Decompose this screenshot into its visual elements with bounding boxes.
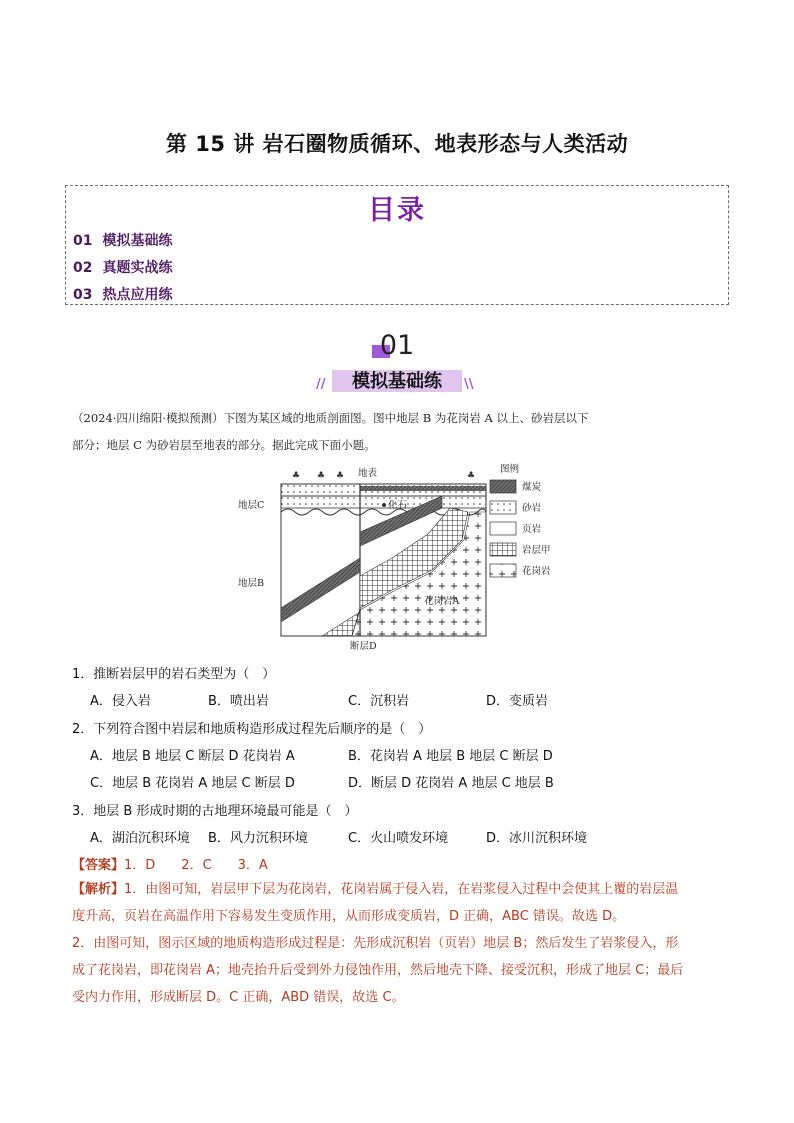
question-3-option-d[interactable]: D．冰川沉积环境 xyxy=(486,831,588,846)
banner-slash-right-icon: \\ xyxy=(464,377,474,392)
answer-line xyxy=(72,854,268,873)
coal-band xyxy=(360,486,486,491)
analysis-p1-line-2: 度升高，页岩在高温作用下容易发生变质作用，从而形成变质岩，D 正确，ABC 错误。故选 D。 xyxy=(72,909,626,924)
intro-line-1: （2024·四川绵阳·模拟预测）下图为某区域的地质剖面图。图中地层 B 为花岗岩 A 以上、砂岩层以下 xyxy=(72,411,589,425)
page-title: 第 15 讲 岩石圈物质循环、地表形态与人类活动 xyxy=(165,132,629,156)
label-layer-c: 地层C xyxy=(238,500,265,511)
question-1-option-c[interactable]: C．沉积岩 xyxy=(348,694,410,709)
banner-slash-left-icon: // xyxy=(316,377,326,392)
legend-swatch-sandstone xyxy=(490,501,516,514)
tree-icon: ♣ xyxy=(292,471,301,481)
answer-tag: 【答案】 xyxy=(72,858,125,873)
tree-icon: ♣ xyxy=(336,471,345,481)
label-layer-b: 地层B xyxy=(238,578,264,589)
geologic-cross-section-figure xyxy=(232,460,572,655)
question-2-option-c[interactable]: C．地层 B 花岗岩 A 地层 C 断层 D xyxy=(90,776,295,791)
toc-item-number: 02 xyxy=(73,260,93,276)
label-surface: 地表 xyxy=(358,468,378,479)
legend-swatch-granite xyxy=(490,564,516,577)
legend-title: 图例 xyxy=(500,464,520,475)
question-3-option-a[interactable]: A．湖泊沉积环境 xyxy=(90,831,190,846)
section-number: 01 xyxy=(379,330,415,361)
table-of-contents xyxy=(65,185,729,305)
analysis-p2-line-3: 受内力作用，形成断层 D。C 正确，ABD 错误，故选 C。 xyxy=(72,990,405,1005)
question-3-option-c[interactable]: C．火山喷发环境 xyxy=(348,831,449,846)
toc-item-number: 01 xyxy=(73,233,93,249)
analysis-tag: 【解析】 xyxy=(72,882,125,897)
tree-icon: ♣ xyxy=(467,471,476,481)
legend-label-rock-jia: 岩层甲 xyxy=(522,545,551,556)
toc-item-label: 真题实战练 xyxy=(102,260,173,276)
question-2-option-a[interactable]: A．地层 B 地层 C 断层 D 花岗岩 A xyxy=(90,749,295,764)
question-1-stem: 1．推断岩层甲的岩石类型为（ ） xyxy=(72,667,276,682)
question-3-stem: 3．地层 B 形成时期的古地理环境最可能是（ ） xyxy=(72,804,358,819)
toc-item-number: 03 xyxy=(73,287,93,303)
analysis-text: 1．由图可知，岩层甲下层为花岗岩，花岗岩属于侵入岩，在岩浆侵入过程中会使其上覆的岩层温 xyxy=(124,882,679,897)
answer-text: 1．D 2．C 3．A xyxy=(124,858,268,873)
legend-label-sandstone: 砂岩 xyxy=(522,503,542,514)
toc-item-3[interactable] xyxy=(73,284,172,304)
section-banner xyxy=(316,367,474,393)
label-granite-a: 花岗岩A xyxy=(424,596,460,607)
tree-icon: ♣ xyxy=(317,471,326,481)
legend-label-coal: 煤炭 xyxy=(522,482,542,493)
section-title: 模拟基础练 xyxy=(352,371,442,392)
question-2-option-b[interactable]: B．花岗岩 A 地层 B 地层 C 断层 D xyxy=(348,749,553,764)
question-3-option-b[interactable]: B．风力沉积环境 xyxy=(208,831,308,846)
question-1-option-d[interactable]: D．变质岩 xyxy=(486,694,549,709)
legend-swatch-coal xyxy=(490,480,516,493)
toc-item-2[interactable] xyxy=(73,257,172,277)
legend-swatch-rock-jia xyxy=(490,543,516,556)
toc-item-1[interactable] xyxy=(73,230,172,250)
fossil-marker xyxy=(382,503,386,507)
label-fault-d: 断层D xyxy=(350,641,377,652)
label-fossil: 化石 xyxy=(388,500,408,511)
analysis-p2-line-1: 2．由图可知，图示区域的地质构造形成过程是：先形成沉积岩（页岩）地层 B；然后发生了岩浆侵入，形 xyxy=(72,936,679,951)
toc-item-label: 模拟基础练 xyxy=(102,233,173,249)
question-2-stem: 2．下列符合图中岩层和地质构造形成过程先后顺序的是（ ） xyxy=(72,722,432,737)
analysis-p1-line-1 xyxy=(72,877,732,903)
legend-swatch-shale xyxy=(490,522,516,535)
toc-heading: 目录 xyxy=(368,195,426,226)
legend-label-shale: 页岩 xyxy=(522,524,542,535)
question-1-option-b[interactable]: B．喷出岩 xyxy=(208,694,269,709)
toc-item-label: 热点应用练 xyxy=(102,287,173,303)
question-1-option-a[interactable]: A．侵入岩 xyxy=(90,694,151,709)
legend-label-granite: 花岗岩 xyxy=(522,566,551,577)
question-2-option-d[interactable]: D．断层 D 花岗岩 A 地层 C 地层 B xyxy=(348,776,554,791)
analysis-p2-line-2: 成了花岗岩，即花岗岩 A；地壳抬升后受到外力侵蚀作用，然后地壳下降、接受沉积，形成了地层 C；最后 xyxy=(72,963,684,978)
intro-line-2: 部分；地层 C 为砂岩层至地表的部分。据此完成下面小题。 xyxy=(72,438,376,452)
